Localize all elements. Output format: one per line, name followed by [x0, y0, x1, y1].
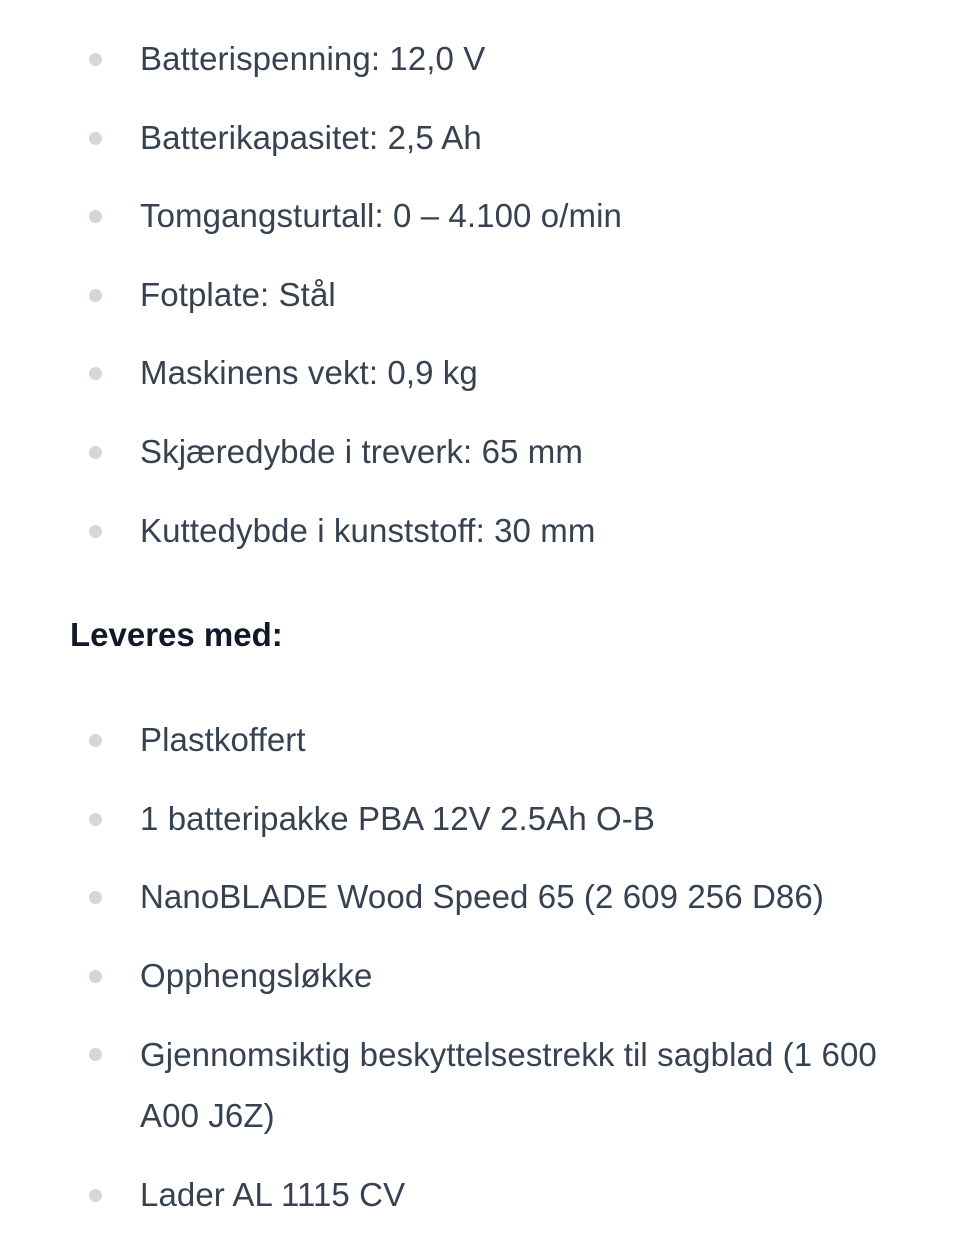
bullet-icon [89, 891, 102, 904]
list-item [0, 186, 960, 246]
bullet-icon [89, 1048, 102, 1061]
bullet-icon [89, 446, 102, 459]
included-heading: Leveres med: [70, 616, 283, 653]
list-item [0, 1024, 960, 1146]
bullet-icon [89, 734, 102, 747]
list-item [0, 710, 960, 770]
included-text: NanoBLADE Wood Speed 65 (2 609 256 D86) [140, 878, 824, 916]
spec-text: Tomgangsturtall: 0 – 4.100 o/min [140, 197, 622, 235]
bullet-icon [89, 210, 102, 223]
included-text: Opphengsløkke [140, 956, 373, 994]
spec-text: Batterispenning: 12,0 V [140, 40, 486, 77]
included-text: 1 batteripakke PBA 12V 2.5Ah O-B [140, 799, 656, 837]
list-item [0, 501, 960, 561]
spec-text: Batterikapasitet: 2,5 Ah [140, 118, 482, 156]
bullet-icon [89, 813, 102, 826]
list-item [0, 343, 960, 403]
bullet-icon [89, 367, 102, 380]
included-items-list [0, 710, 960, 1244]
included-text: Gjennomsiktig beskyttelsestrekk til sagblad (1 600 A00 J6Z) [140, 1036, 877, 1135]
bullet-icon [89, 525, 102, 538]
list-item [0, 946, 960, 1006]
bullet-icon [89, 289, 102, 302]
list-item [0, 867, 960, 927]
bullet-icon [89, 970, 102, 983]
bullet-icon [89, 1189, 102, 1202]
list-item [0, 29, 960, 89]
list-item [0, 108, 960, 168]
spec-text: Kuttedybde i kunststoff: 30 mm [140, 511, 596, 549]
list-item [0, 422, 960, 482]
included-text: Lader AL 1115 CV [140, 1175, 406, 1213]
spec-text: Fotplate: Stål [140, 275, 336, 313]
list-item [0, 1165, 960, 1225]
spec-text: Skjæredybde i treverk: 65 mm [140, 432, 583, 470]
list-item [0, 265, 960, 325]
list-item [0, 789, 960, 849]
included-text: Plastkoffert [140, 721, 306, 758]
technical-specs-list [0, 29, 960, 579]
bullet-icon [89, 53, 102, 66]
spec-text: Maskinens vekt: 0,9 kg [140, 354, 478, 392]
bullet-icon [89, 132, 102, 145]
